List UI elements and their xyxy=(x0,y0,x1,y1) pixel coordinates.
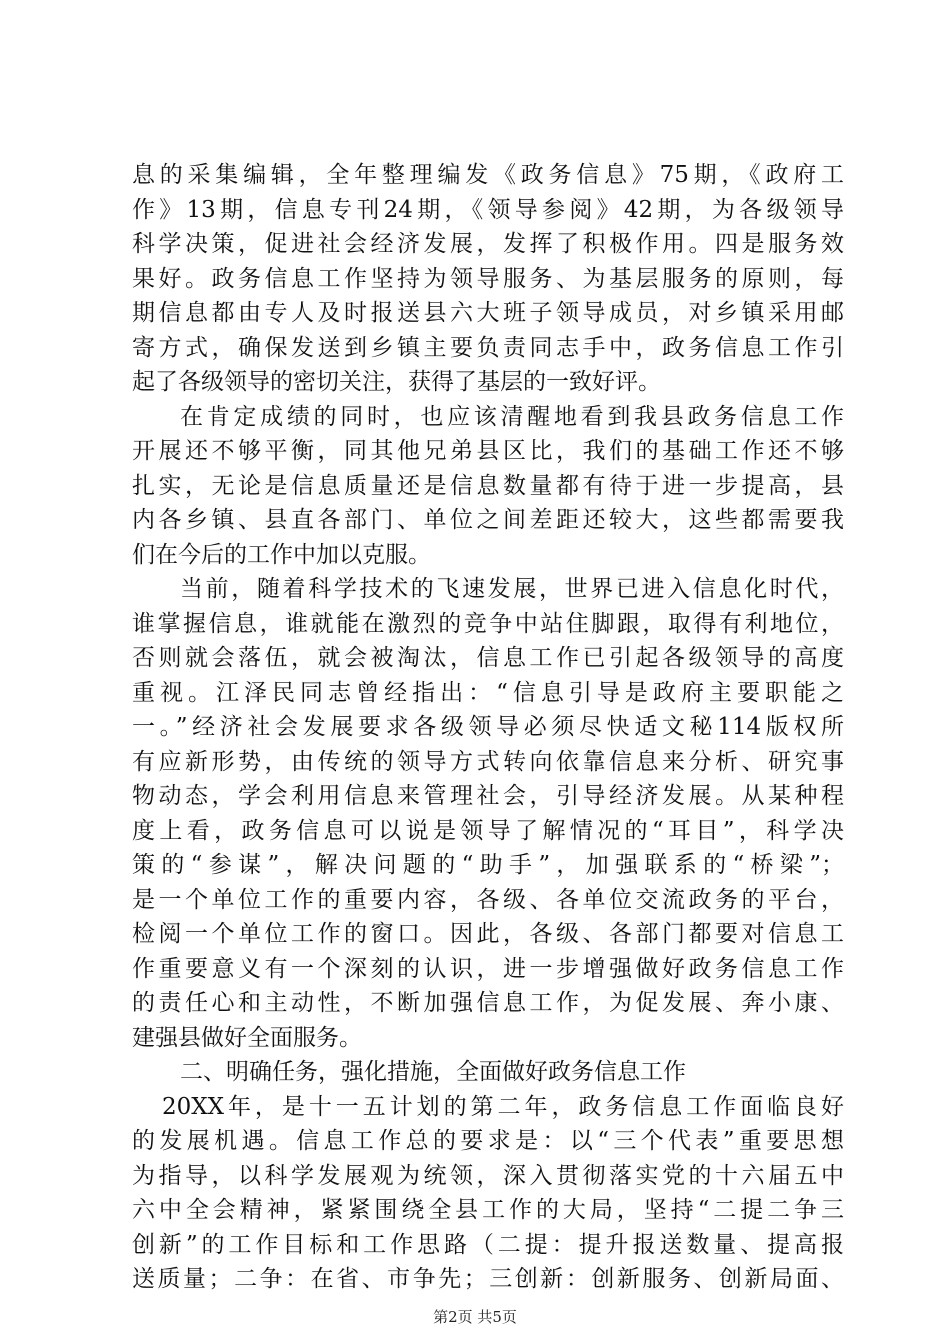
text-line: 为指导，以科学发展观为统领，深入贯彻落实党的十六届五中 xyxy=(132,1162,844,1189)
text-line: 当前，随着科学技术的飞速发展，世界已进入信息化时代， xyxy=(180,576,844,602)
page-indicator: 第2页 共5页 xyxy=(433,1308,517,1326)
text-line: 期信息都由专人及时报送县六大班子领导成员，对乡镇采用邮 xyxy=(132,300,844,326)
paragraph-1 xyxy=(132,158,844,400)
document-body xyxy=(132,158,844,1297)
text-line: 物动态，学会利用信息来管理社会，引导经济发展。从某种程 xyxy=(132,783,844,809)
text-line: 扎实，无论是信息质量还是信息数量都有待于进一步提高，县 xyxy=(132,472,844,499)
text-line: 20XX年，是十一五计划的第二年，政务信息工作面临良好 xyxy=(162,1093,844,1120)
text-line: 的发展机遇。信息工作总的要求是：以“三个代表”重要思想 xyxy=(132,1128,844,1154)
text-line: 否则就会落伍，就会被淘汰，信息工作已引起各级领导的高度 xyxy=(132,645,844,671)
text-line: 开展还不够平衡，同其他兄弟县区比，我们的基础工作还不够 xyxy=(132,438,844,464)
paragraph-4 xyxy=(132,1090,844,1297)
text-line: 建强县做好全面服务。 xyxy=(132,1024,362,1051)
section-heading xyxy=(132,1055,844,1090)
text-line: 有应新形势，由传统的领导方式转向依靠信息来分析、研究事 xyxy=(132,748,844,775)
text-line: 创新”的工作目标和工作思路（二提：提升报送数量、提高报 xyxy=(132,1231,844,1258)
text-line: 策的“参谋”，解决问题的“助手”，加强联系的“桥梁”； xyxy=(132,852,844,878)
text-line: 息的采集编辑，全年整理编发《政务信息》75期，《政府工 xyxy=(132,162,844,188)
text-line: 在肯定成绩的同时，也应该清醒地看到我县政务信息工作 xyxy=(180,403,844,430)
text-line: 是一个单位工作的重要内容，各级、各单位交流政务的平台， xyxy=(132,886,844,913)
paragraph-2 xyxy=(132,400,844,573)
text-line: 科学决策，促进社会经济发展，发挥了积极作用。四是服务效 xyxy=(132,231,844,257)
text-line: 重视。江泽民同志曾经指出：“信息引导是政府主要职能之 xyxy=(132,679,844,706)
text-line: 作》13期，信息专刊24期，《领导参阅》42期，为各级领导 xyxy=(132,196,844,223)
text-line: 作重要意义有一个深刻的认识，进一步增强做好政务信息工作 xyxy=(132,955,844,982)
text-line: 送质量；二争：在省、市争先；三创新：创新服务、创新局面、 xyxy=(132,1266,844,1292)
text-line: 寄方式，确保发送到乡镇主要负责同志手中，政务信息工作引 xyxy=(132,334,844,361)
text-line: 起了各级领导的密切关注，获得了基层的一致好评。 xyxy=(132,369,661,395)
text-line: 一。”经济社会发展要求各级领导必须尽快适文秘114版权所 xyxy=(132,714,844,740)
page-footer xyxy=(0,1306,950,1327)
text-line: 检阅一个单位工作的窗口。因此，各级、各部门都要对信息工 xyxy=(132,921,844,947)
section-heading-text: 二、明确任务，强化措施，全面做好政务信息工作 xyxy=(180,1059,686,1085)
text-line: 内各乡镇、县直各部门、单位之间差距还较大，这些都需要我 xyxy=(132,507,844,533)
text-line: 果好。政务信息工作坚持为领导服务、为基层服务的原则，每 xyxy=(132,265,844,292)
text-line: 度上看，政务信息可以说是领导了解情况的“耳目”，科学决 xyxy=(132,817,844,844)
paragraph-3 xyxy=(132,572,844,1055)
text-line: 的责任心和主动性，不断加强信息工作，为促发展、奔小康、 xyxy=(132,990,844,1016)
text-line: 谁掌握信息，谁就能在激烈的竞争中站住脚跟，取得有利地位， xyxy=(132,610,844,637)
text-line: 们在今后的工作中加以克服。 xyxy=(132,541,431,568)
text-line: 六中全会精神，紧紧围绕全县工作的大局，坚持“二提二争三 xyxy=(132,1197,844,1223)
